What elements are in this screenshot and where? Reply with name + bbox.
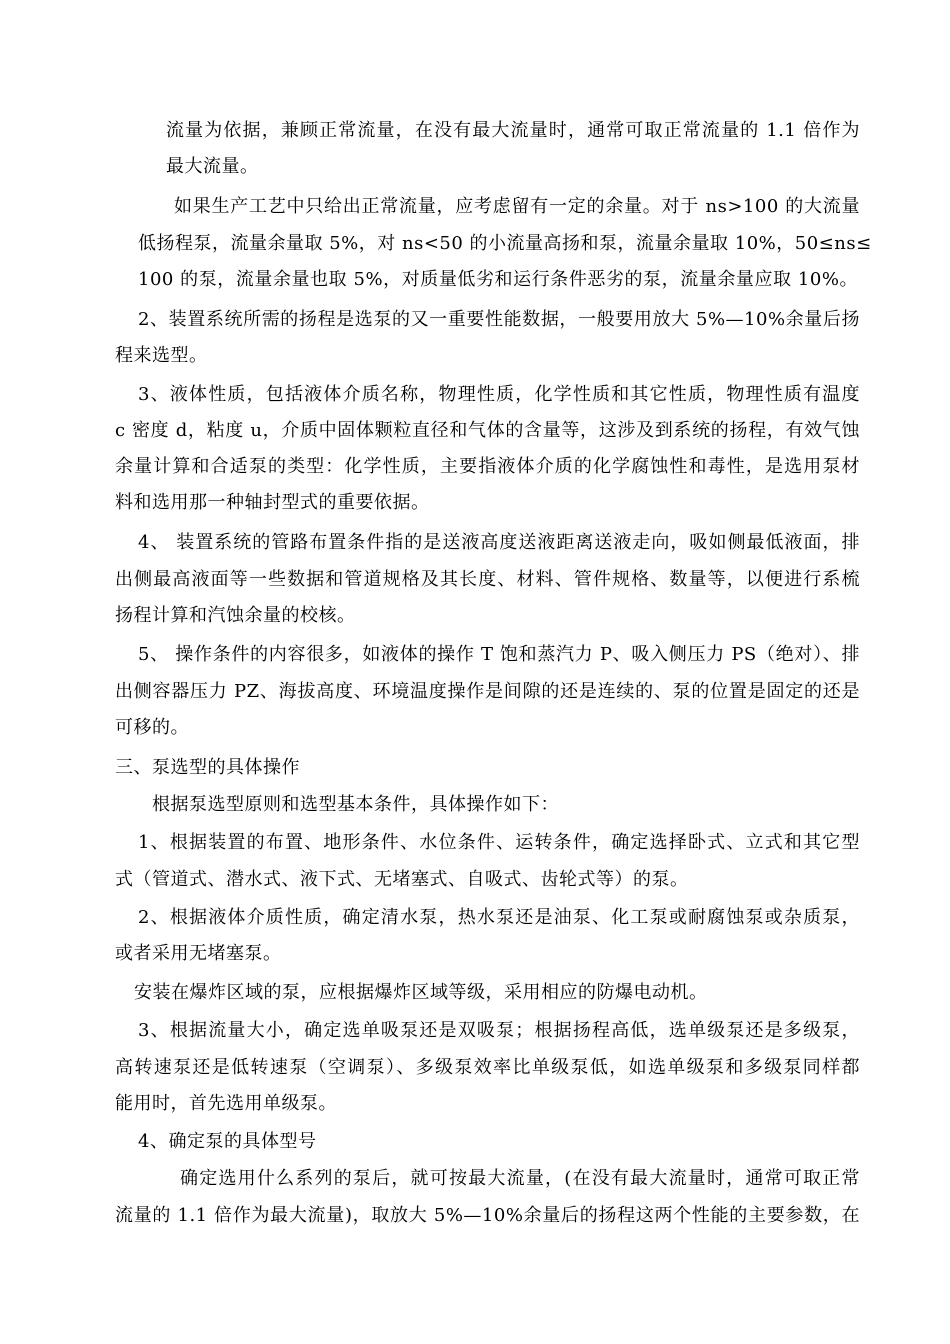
text-line-2: 最大流量。 [166, 156, 259, 177]
text-line-17: 可移的。 [115, 717, 189, 738]
text-line-11: 料和选用那一种轴封型式的重要依据。 [115, 492, 430, 513]
text-line-24: 安装在爆炸区域的泵，应根据爆炸区域等级，采用相应的防爆电动机。 [134, 982, 708, 1003]
section-heading: 三、泵选型的具体操作 [115, 757, 300, 778]
text-line-20: 1、根据装置的布置、地形条件、水位条件、运转条件，确定选择卧式、立式和其它型 [138, 832, 860, 853]
text-line-21: 式（管道式、潜水式、液下式、无堵塞式、自吸式、齿轮式等）的泵。 [115, 869, 689, 890]
text-line-5: 100 的泵，流量余量也取 5%，对质量低劣和运行条件恶劣的泵，流量余量应取 10%。 [138, 269, 858, 290]
text-line-29: 确定选用什么系列的泵后，就可按最大流量，(在没有最大流量时，通常可取正常 [180, 1168, 860, 1189]
text-line-1: 流量为依据，兼顾正常流量，在没有最大流量时，通常可取正常流量的 1.1 倍作为 [166, 120, 860, 141]
text-line-10: 余量计算和合适泵的类型：化学性质，主要指液体介质的化学腐蚀性和毒性，是选用泵材 [115, 456, 860, 477]
text-line-4: 低扬程泵，流量余量取 5%，对 ns<50 的小流量高扬和泵，流量余量取 10%，50≤ns≤ [138, 233, 872, 254]
text-line-26: 高转速泵还是低转速泵（空调泵）、多级泵效率比单级泵低，如选单级泵和多级泵同样都 [115, 1057, 860, 1078]
text-line-15: 5、 操作条件的内容很多，如液体的操作 T 饱和蒸汽力 P、吸入侧压力 PS（绝对）、排 [138, 644, 860, 665]
text-line-30: 流量的 1.1 倍作为最大流量)，取放大 5%—10%余量后的扬程这两个性能的主要参数，在 [115, 1205, 860, 1226]
text-line-22: 2、根据液体介质性质，确定清水泵，热水泵还是油泵、化工泵或耐腐蚀泵或杂质泵， [138, 907, 860, 928]
text-line-25: 3、根据流量大小，确定选单吸泵还是双吸泵；根据扬程高低，选单级泵还是多级泵， [138, 1020, 860, 1041]
text-line-12: 4、 装置系统的管路布置条件指的是送液高度送液距离送液走向，吸如侧最低液面，排 [138, 532, 860, 553]
text-line-27: 能用时，首先选用单级泵。 [115, 1093, 337, 1114]
text-line-28: 4、确定泵的具体型号 [138, 1131, 317, 1152]
text-line-19: 根据泵选型原则和选型基本条件，具体操作如下： [152, 794, 559, 815]
text-line-7: 程来选型。 [115, 345, 208, 366]
text-line-9: c 密度 d，粘度 u，介质中固体颗粒直径和气体的含量等，这涉及到系统的扬程，有效气蚀 [115, 420, 860, 441]
text-line-13: 出侧最高液面等一些数据和管道规格及其长度、材料、管件规格、数量等，以便进行系梳 [115, 569, 860, 590]
text-line-3: 如果生产工艺中只给出正常流量，应考虑留有一定的余量。对于 ns>100 的大流量 [174, 196, 860, 217]
text-line-16: 出侧容器压力 PZ、海拔高度、环境温度操作是间隙的还是连续的、泵的位置是固定的还是 [115, 681, 860, 702]
text-line-6: 2、装置系统所需的扬程是选泵的又一重要性能数据，一般要用放大 5%—10%余量后扬 [138, 309, 860, 330]
text-line-23: 或者采用无堵塞泵。 [115, 943, 282, 964]
text-line-14: 扬程计算和汽蚀余量的校核。 [115, 605, 356, 626]
text-line-8: 3、液体性质，包括液体介质名称，物理性质，化学性质和其它性质，物理性质有温度 [138, 384, 860, 405]
